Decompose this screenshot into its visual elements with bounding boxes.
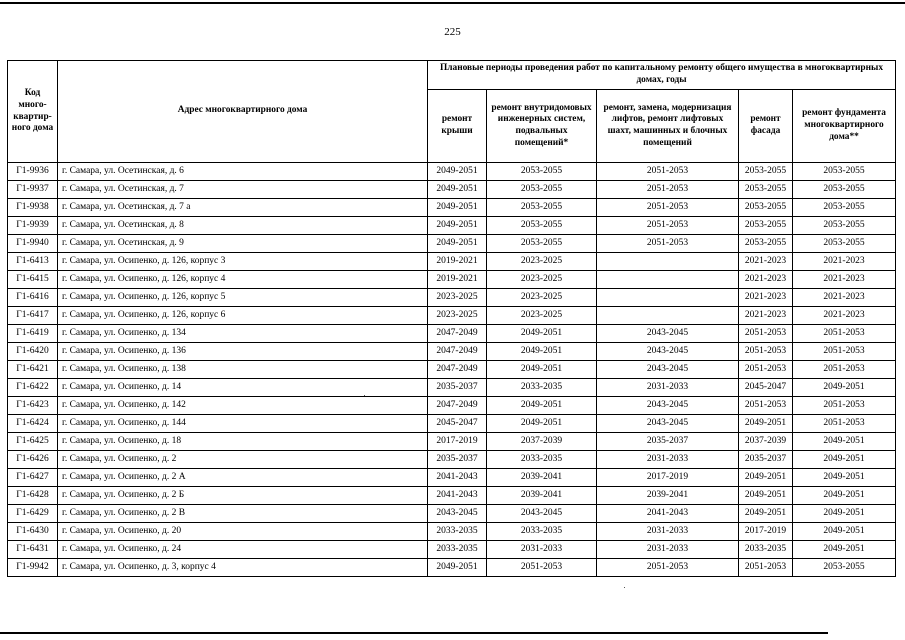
cell-code: Г1-9936 [8,163,58,181]
cell-foundation: 2051-2053 [793,415,896,433]
table-row [8,343,896,361]
table-row [8,559,896,577]
cell-foundation: 2053-2055 [793,199,896,217]
cell-elevators: 2043-2045 [597,415,739,433]
header-roof: ремонт крыши [428,90,487,163]
cell-elevators [597,271,739,289]
table-row [8,487,896,505]
cell-elevators: 2017-2019 [597,469,739,487]
cell-address: г. Самара, ул. Осипенко, д. 134 [58,325,428,343]
cell-systems: 2051-2053 [487,559,597,577]
cell-foundation: 2049-2051 [793,487,896,505]
cell-foundation: 2051-2053 [793,397,896,415]
cell-facade: 2053-2055 [739,163,793,181]
cell-code: Г1-6420 [8,343,58,361]
cell-systems: 2053-2055 [487,163,597,181]
cell-address: г. Самара, ул. Осипенко, д. 126, корпус 6 [58,307,428,325]
bottom-rule [0,632,828,634]
cell-code: Г1-6422 [8,379,58,397]
cell-elevators [597,289,739,307]
cell-foundation: 2053-2055 [793,163,896,181]
table-row [8,307,896,325]
cell-code: Г1-6416 [8,289,58,307]
table-row [8,451,896,469]
cell-address: г. Самара, ул. Осипенко, д. 136 [58,343,428,361]
cell-facade: 2037-2039 [739,433,793,451]
cell-roof: 2035-2037 [428,379,487,397]
cell-roof: 2049-2051 [428,235,487,253]
header-planned-periods: Плановые периоды проведения работ по капитальному ремонту общего имущества в многоквартирных домах, годы [428,61,896,90]
cell-roof: 2019-2021 [428,253,487,271]
cell-address: г. Самара, ул. Осипенко, д. 138 [58,361,428,379]
cell-address: г. Самара, ул. Осипенко, д. 24 [58,541,428,559]
cell-systems: 2053-2055 [487,181,597,199]
cell-foundation: 2049-2051 [793,433,896,451]
header-facade: ремонт фасада [739,90,793,163]
cell-address: г. Самара, ул. Осипенко, д. 2 В [58,505,428,523]
cell-foundation: 2021-2023 [793,307,896,325]
cell-systems: 2023-2025 [487,289,597,307]
cell-facade: 2017-2019 [739,523,793,541]
cell-roof: 2049-2051 [428,199,487,217]
cell-roof: 2019-2021 [428,271,487,289]
cell-code: Г1-6424 [8,415,58,433]
cell-facade: 2049-2051 [739,505,793,523]
cell-systems: 2043-2045 [487,505,597,523]
cell-roof: 2041-2043 [428,487,487,505]
cell-address: г. Самара, ул. Осипенко, д. 3, корпус 4 [58,559,428,577]
cell-elevators: 2031-2033 [597,523,739,541]
table-row [8,379,896,397]
cell-systems: 2023-2025 [487,307,597,325]
cell-systems: 2031-2033 [487,541,597,559]
cell-facade: 2021-2023 [739,289,793,307]
cell-code: Г1-6431 [8,541,58,559]
cell-foundation: 2053-2055 [793,235,896,253]
cell-code: Г1-6413 [8,253,58,271]
cell-roof: 2049-2051 [428,181,487,199]
cell-elevators: 2043-2045 [597,343,739,361]
cell-elevators: 2031-2033 [597,451,739,469]
cell-elevators: 2043-2045 [597,397,739,415]
scan-speck [624,587,625,588]
table-row [8,361,896,379]
header-systems: ремонт внутридомовых инженерных систем, подвальных помещений* [487,90,597,163]
cell-elevators [597,253,739,271]
cell-roof: 2023-2025 [428,307,487,325]
cell-facade: 2049-2051 [739,487,793,505]
cell-roof: 2047-2049 [428,361,487,379]
cell-address: г. Самара, ул. Осипенко, д. 14 [58,379,428,397]
table-row [8,397,896,415]
cell-elevators: 2031-2033 [597,541,739,559]
cell-code: Г1-9938 [8,199,58,217]
cell-code: Г1-9937 [8,181,58,199]
cell-systems: 2053-2055 [487,235,597,253]
table-row [8,415,896,433]
cell-address: г. Самара, ул. Осетинская, д. 6 [58,163,428,181]
cell-code: Г1-9939 [8,217,58,235]
cell-code: Г1-6429 [8,505,58,523]
cell-code: Г1-6419 [8,325,58,343]
cell-facade: 2045-2047 [739,379,793,397]
cell-foundation: 2049-2051 [793,451,896,469]
cell-address: г. Самара, ул. Осипенко, д. 2 [58,451,428,469]
cell-foundation: 2053-2055 [793,559,896,577]
cell-facade: 2049-2051 [739,469,793,487]
header-code: Код много-квартир-ного дома [8,61,58,163]
cell-systems: 2049-2051 [487,415,597,433]
cell-facade: 2021-2023 [739,271,793,289]
table-header [8,61,896,163]
cell-roof: 2041-2043 [428,469,487,487]
cell-systems: 2033-2035 [487,379,597,397]
cell-address: г. Самара, ул. Осипенко, д. 142 [58,397,428,415]
cell-elevators: 2051-2053 [597,163,739,181]
cell-elevators: 2051-2053 [597,235,739,253]
cell-systems: 2053-2055 [487,199,597,217]
cell-systems: 2049-2051 [487,397,597,415]
cell-roof: 2047-2049 [428,343,487,361]
cell-roof: 2043-2045 [428,505,487,523]
cell-foundation: 2021-2023 [793,289,896,307]
cell-facade: 2035-2037 [739,451,793,469]
scan-speck [364,395,365,396]
cell-systems: 2049-2051 [487,361,597,379]
cell-code: Г1-6421 [8,361,58,379]
cell-elevators [597,307,739,325]
cell-roof: 2047-2049 [428,397,487,415]
cell-elevators: 2039-2041 [597,487,739,505]
cell-roof: 2045-2047 [428,415,487,433]
table-body [8,163,896,577]
cell-facade: 2053-2055 [739,181,793,199]
cell-roof: 2049-2051 [428,559,487,577]
header-elevators: ремонт, замена, модернизация лифтов, ремонт лифтовых шахт, машинных и блочных помещений [597,90,739,163]
cell-elevators: 2051-2053 [597,181,739,199]
cell-code: Г1-6428 [8,487,58,505]
cell-roof: 2049-2051 [428,163,487,181]
cell-address: г. Самара, ул. Осипенко, д. 144 [58,415,428,433]
cell-address: г. Самара, ул. Осетинская, д. 9 [58,235,428,253]
cell-facade: 2051-2053 [739,559,793,577]
cell-systems: 2023-2025 [487,271,597,289]
table-row [8,433,896,451]
cell-roof: 2035-2037 [428,451,487,469]
cell-roof: 2033-2035 [428,523,487,541]
cell-elevators: 2043-2045 [597,361,739,379]
cell-code: Г1-9940 [8,235,58,253]
cell-facade: 2033-2035 [739,541,793,559]
top-rule [0,2,905,4]
header-foundation: ремонт фундамента многоквартирного дома** [793,90,896,163]
cell-foundation: 2049-2051 [793,469,896,487]
table-row [8,271,896,289]
capital-repair-table [7,60,896,577]
cell-elevators: 2035-2037 [597,433,739,451]
table-row [8,199,896,217]
cell-systems: 2049-2051 [487,325,597,343]
table-row [8,541,896,559]
cell-code: Г1-6430 [8,523,58,541]
cell-address: г. Самара, ул. Осипенко, д. 126, корпус 3 [58,253,428,271]
cell-systems: 2023-2025 [487,253,597,271]
cell-roof: 2049-2051 [428,217,487,235]
cell-foundation: 2051-2053 [793,361,896,379]
cell-address: г. Самара, ул. Осипенко, д. 126, корпус 5 [58,289,428,307]
table-row [8,181,896,199]
cell-foundation: 2021-2023 [793,271,896,289]
cell-address: г. Самара, ул. Осипенко, д. 126, корпус 4 [58,271,428,289]
cell-foundation: 2049-2051 [793,523,896,541]
cell-address: г. Самара, ул. Осетинская, д. 7 [58,181,428,199]
cell-address: г. Самара, ул. Осипенко, д. 18 [58,433,428,451]
cell-systems: 2039-2041 [487,487,597,505]
cell-facade: 2051-2053 [739,343,793,361]
cell-address: г. Самара, ул. Осипенко, д. 2 А [58,469,428,487]
cell-systems: 2049-2051 [487,343,597,361]
cell-foundation: 2053-2055 [793,181,896,199]
cell-facade: 2021-2023 [739,307,793,325]
cell-code: Г1-6423 [8,397,58,415]
cell-code: Г1-6417 [8,307,58,325]
table-row [8,253,896,271]
cell-systems: 2037-2039 [487,433,597,451]
page-number: 225 [444,26,461,38]
cell-foundation: 2049-2051 [793,505,896,523]
cell-elevators: 2031-2033 [597,379,739,397]
cell-facade: 2021-2023 [739,253,793,271]
cell-address: г. Самара, ул. Осипенко, д. 2 Б [58,487,428,505]
cell-facade: 2049-2051 [739,415,793,433]
table-row [8,325,896,343]
table-row [8,289,896,307]
cell-facade: 2051-2053 [739,361,793,379]
cell-systems: 2053-2055 [487,217,597,235]
cell-code: Г1-9942 [8,559,58,577]
cell-facade: 2053-2055 [739,235,793,253]
cell-elevators: 2041-2043 [597,505,739,523]
cell-elevators: 2051-2053 [597,199,739,217]
cell-foundation: 2051-2053 [793,325,896,343]
cell-systems: 2033-2035 [487,523,597,541]
cell-elevators: 2043-2045 [597,325,739,343]
cell-roof: 2047-2049 [428,325,487,343]
cell-foundation: 2021-2023 [793,253,896,271]
table-row [8,235,896,253]
cell-facade: 2053-2055 [739,199,793,217]
cell-facade: 2053-2055 [739,217,793,235]
cell-code: Г1-6427 [8,469,58,487]
cell-address: г. Самара, ул. Осетинская, д. 7 а [58,199,428,217]
table-row [8,505,896,523]
table-row [8,469,896,487]
cell-address: г. Самара, ул. Осетинская, д. 8 [58,217,428,235]
cell-foundation: 2049-2051 [793,541,896,559]
cell-foundation: 2053-2055 [793,217,896,235]
cell-roof: 2023-2025 [428,289,487,307]
cell-roof: 2033-2035 [428,541,487,559]
cell-code: Г1-6425 [8,433,58,451]
cell-code: Г1-6426 [8,451,58,469]
table-row [8,523,896,541]
cell-foundation: 2051-2053 [793,343,896,361]
cell-foundation: 2049-2051 [793,379,896,397]
cell-systems: 2039-2041 [487,469,597,487]
cell-elevators: 2051-2053 [597,217,739,235]
table-row [8,163,896,181]
cell-facade: 2051-2053 [739,397,793,415]
header-address: Адрес многоквартирного дома [58,61,428,163]
cell-code: Г1-6415 [8,271,58,289]
cell-facade: 2051-2053 [739,325,793,343]
cell-roof: 2017-2019 [428,433,487,451]
table-row [8,217,896,235]
cell-elevators: 2051-2053 [597,559,739,577]
cell-address: г. Самара, ул. Осипенко, д. 20 [58,523,428,541]
cell-systems: 2033-2035 [487,451,597,469]
